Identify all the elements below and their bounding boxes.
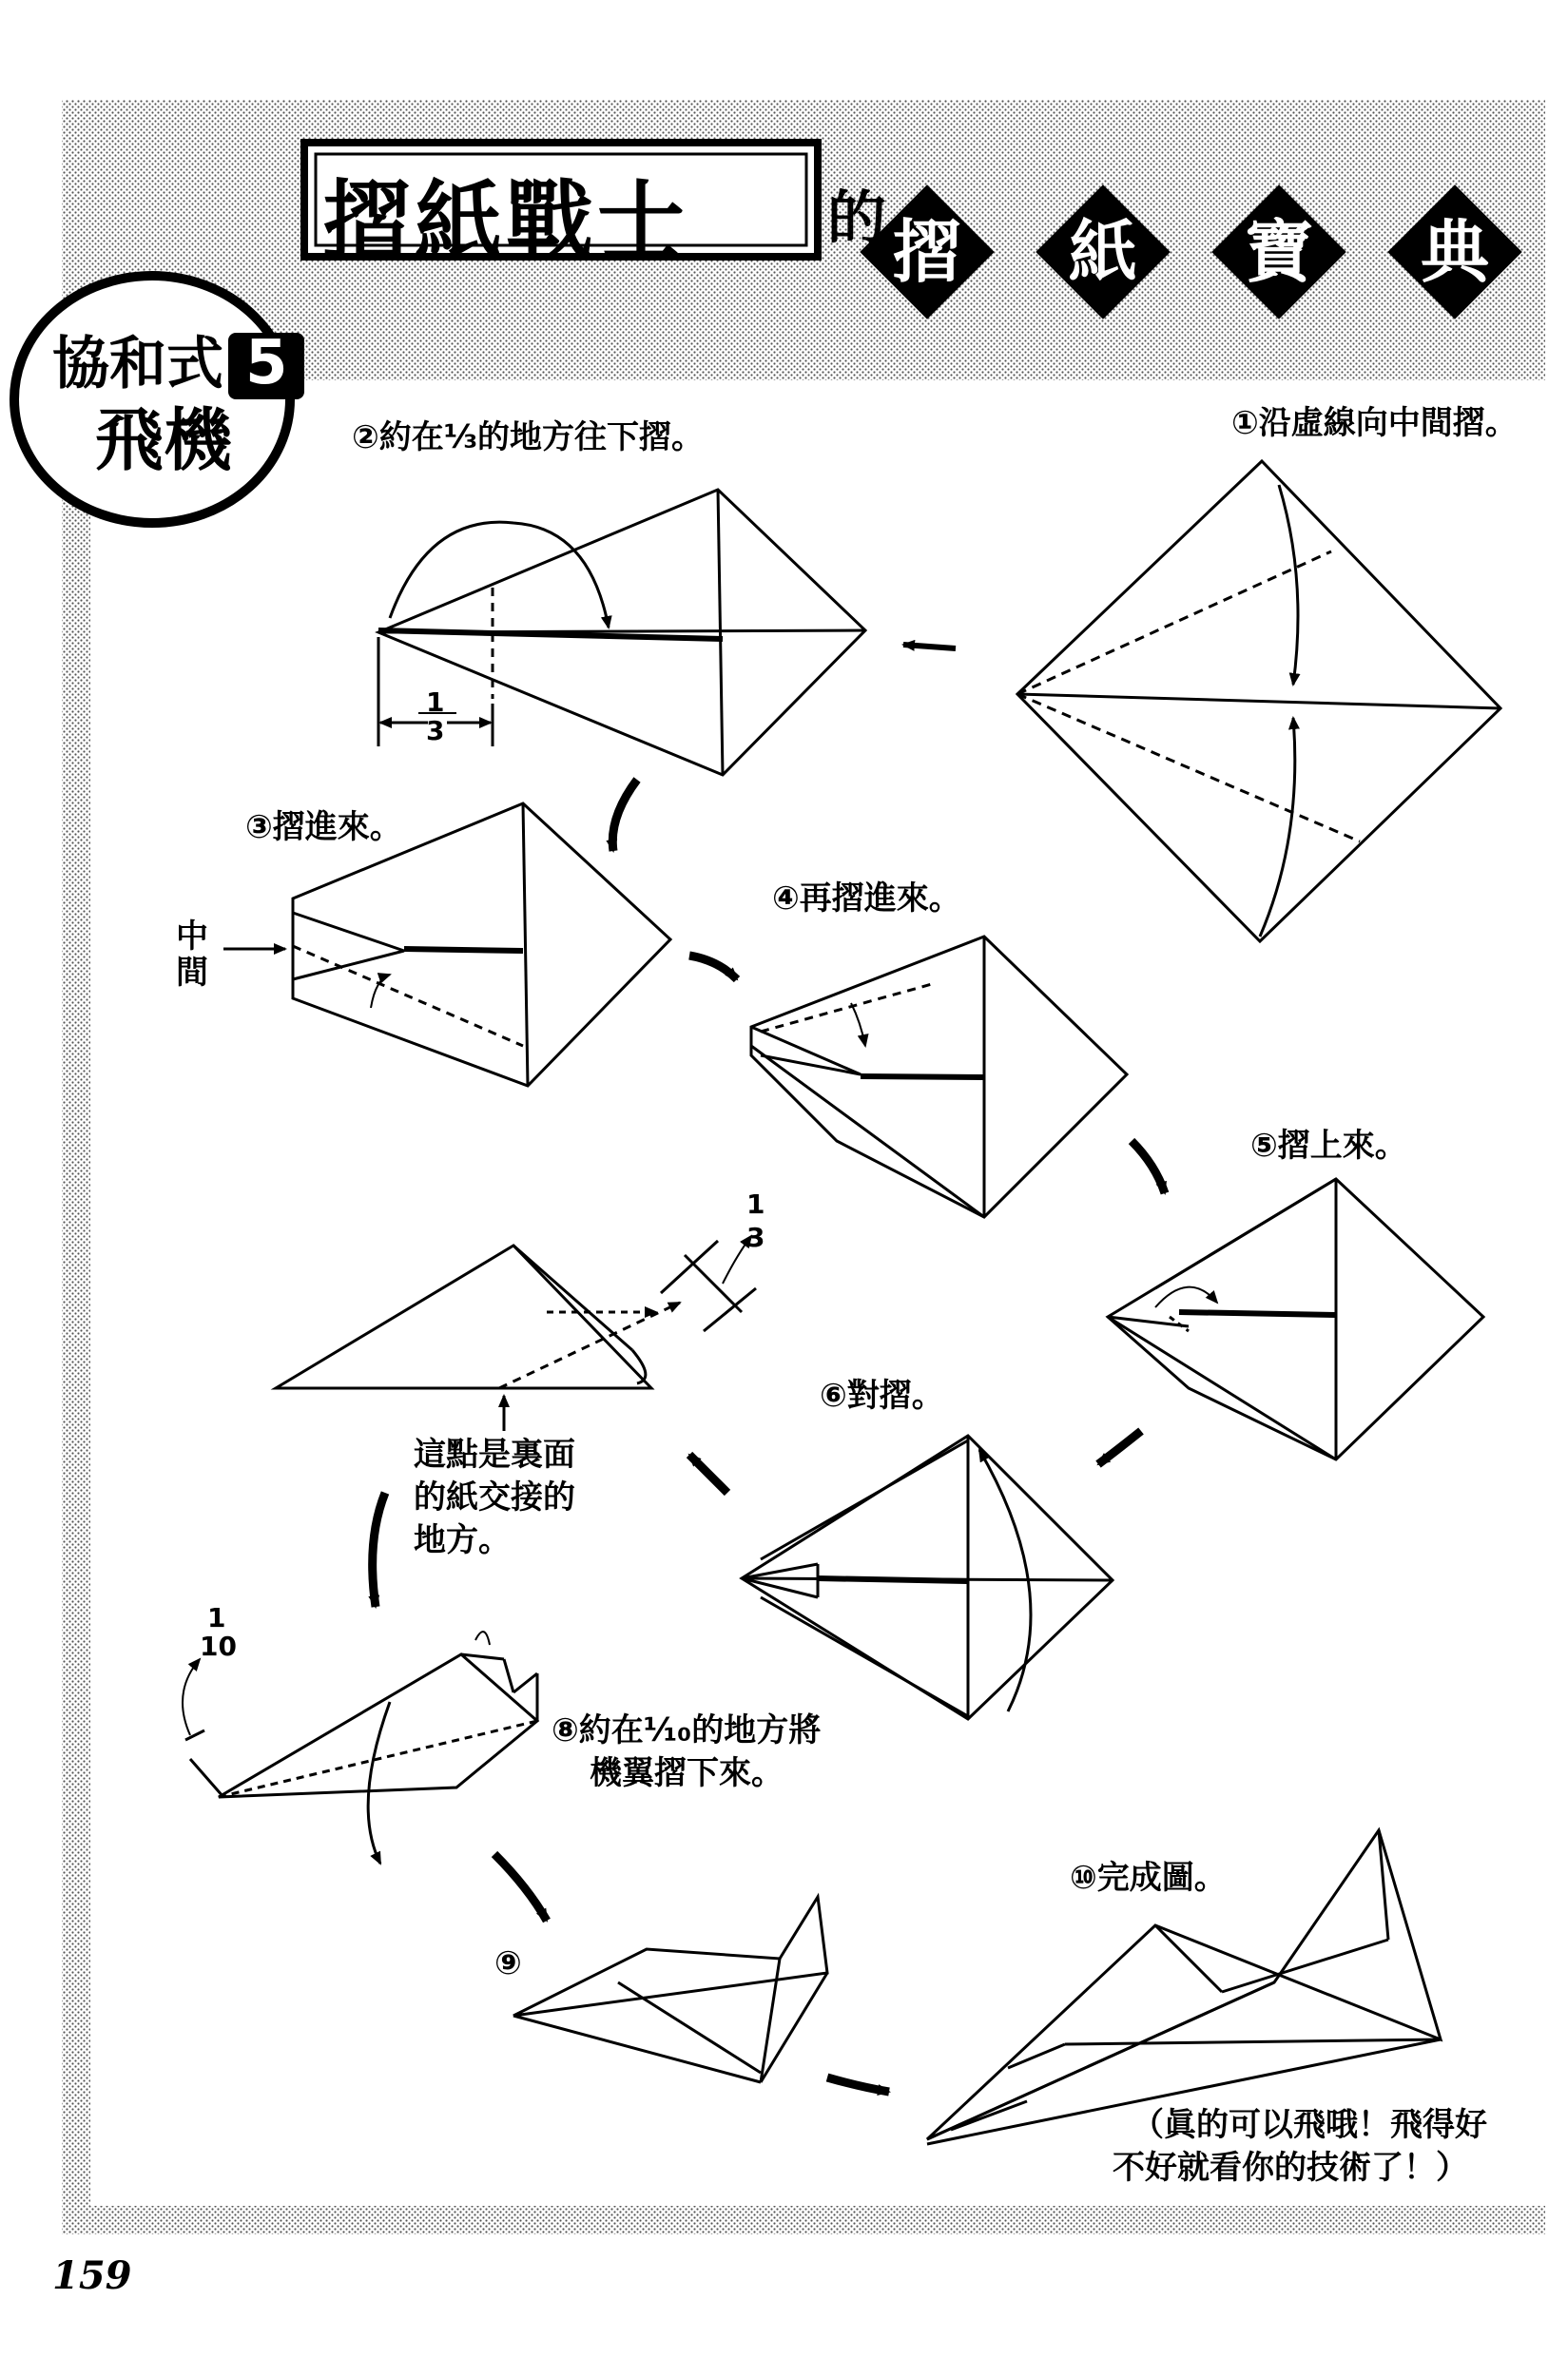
one-third-numerator-b: 1 xyxy=(746,1188,765,1220)
back-note-line3: 地方。 xyxy=(414,1521,511,1559)
final-note-line1: （眞的可以飛哦！飛得好 xyxy=(1132,2106,1487,2144)
final-note-line2: 不好就看你的技術了！） xyxy=(1113,2149,1468,2187)
logo-text: 摺紙戰士 xyxy=(323,171,689,273)
badge-number: 5 xyxy=(245,328,288,398)
step2-caption: ②約在⅓的地方往下摺。 xyxy=(352,418,704,456)
step4-caption: ④再摺進來。 xyxy=(772,879,961,918)
step3-caption: ③摺進來。 xyxy=(245,808,402,846)
middle-label-2: 間 xyxy=(176,954,208,992)
one-tenth-denominator: 10 xyxy=(200,1631,237,1662)
step6-caption: ⑥對摺。 xyxy=(820,1377,944,1415)
title-diamond-3 xyxy=(1212,185,1345,319)
middle-label-1: 中 xyxy=(176,918,208,956)
one-third-denominator-a: 3 xyxy=(426,715,445,746)
title-diamond-2 xyxy=(1036,185,1170,319)
title-char-4: 典 xyxy=(1420,211,1489,292)
step9-caption: ⑨ xyxy=(494,1944,522,1982)
badge-line1: 協和式 xyxy=(52,331,223,397)
back-note-line2: 的紙交接的 xyxy=(414,1478,575,1517)
page-number: 159 xyxy=(52,2253,132,2298)
title-diamond-4 xyxy=(1388,185,1521,319)
badge-line2: 飛機 xyxy=(95,400,233,480)
title-diamond-1 xyxy=(861,185,994,319)
step1-caption: ①沿虛線向中間摺。 xyxy=(1231,404,1518,442)
one-third-numerator-a: 1 xyxy=(426,686,445,718)
one-third-denominator-b: 3 xyxy=(746,1222,765,1253)
title-char-1: 摺 xyxy=(892,211,961,292)
step5-caption: ⑤摺上來。 xyxy=(1250,1127,1407,1165)
step10-caption: ⑩完成圖。 xyxy=(1070,1859,1227,1897)
title-char-3: 寶 xyxy=(1244,211,1313,292)
logo-suffix: 的 xyxy=(827,184,887,253)
one-tenth-numerator: 1 xyxy=(207,1602,226,1633)
step8-caption-line1: ⑧約在⅒的地方將 xyxy=(552,1711,822,1749)
title-char-2: 紙 xyxy=(1068,211,1137,292)
step8-caption-line2: 機翼摺下來。 xyxy=(590,1754,784,1792)
back-note-line1: 這點是裏面 xyxy=(414,1436,575,1474)
